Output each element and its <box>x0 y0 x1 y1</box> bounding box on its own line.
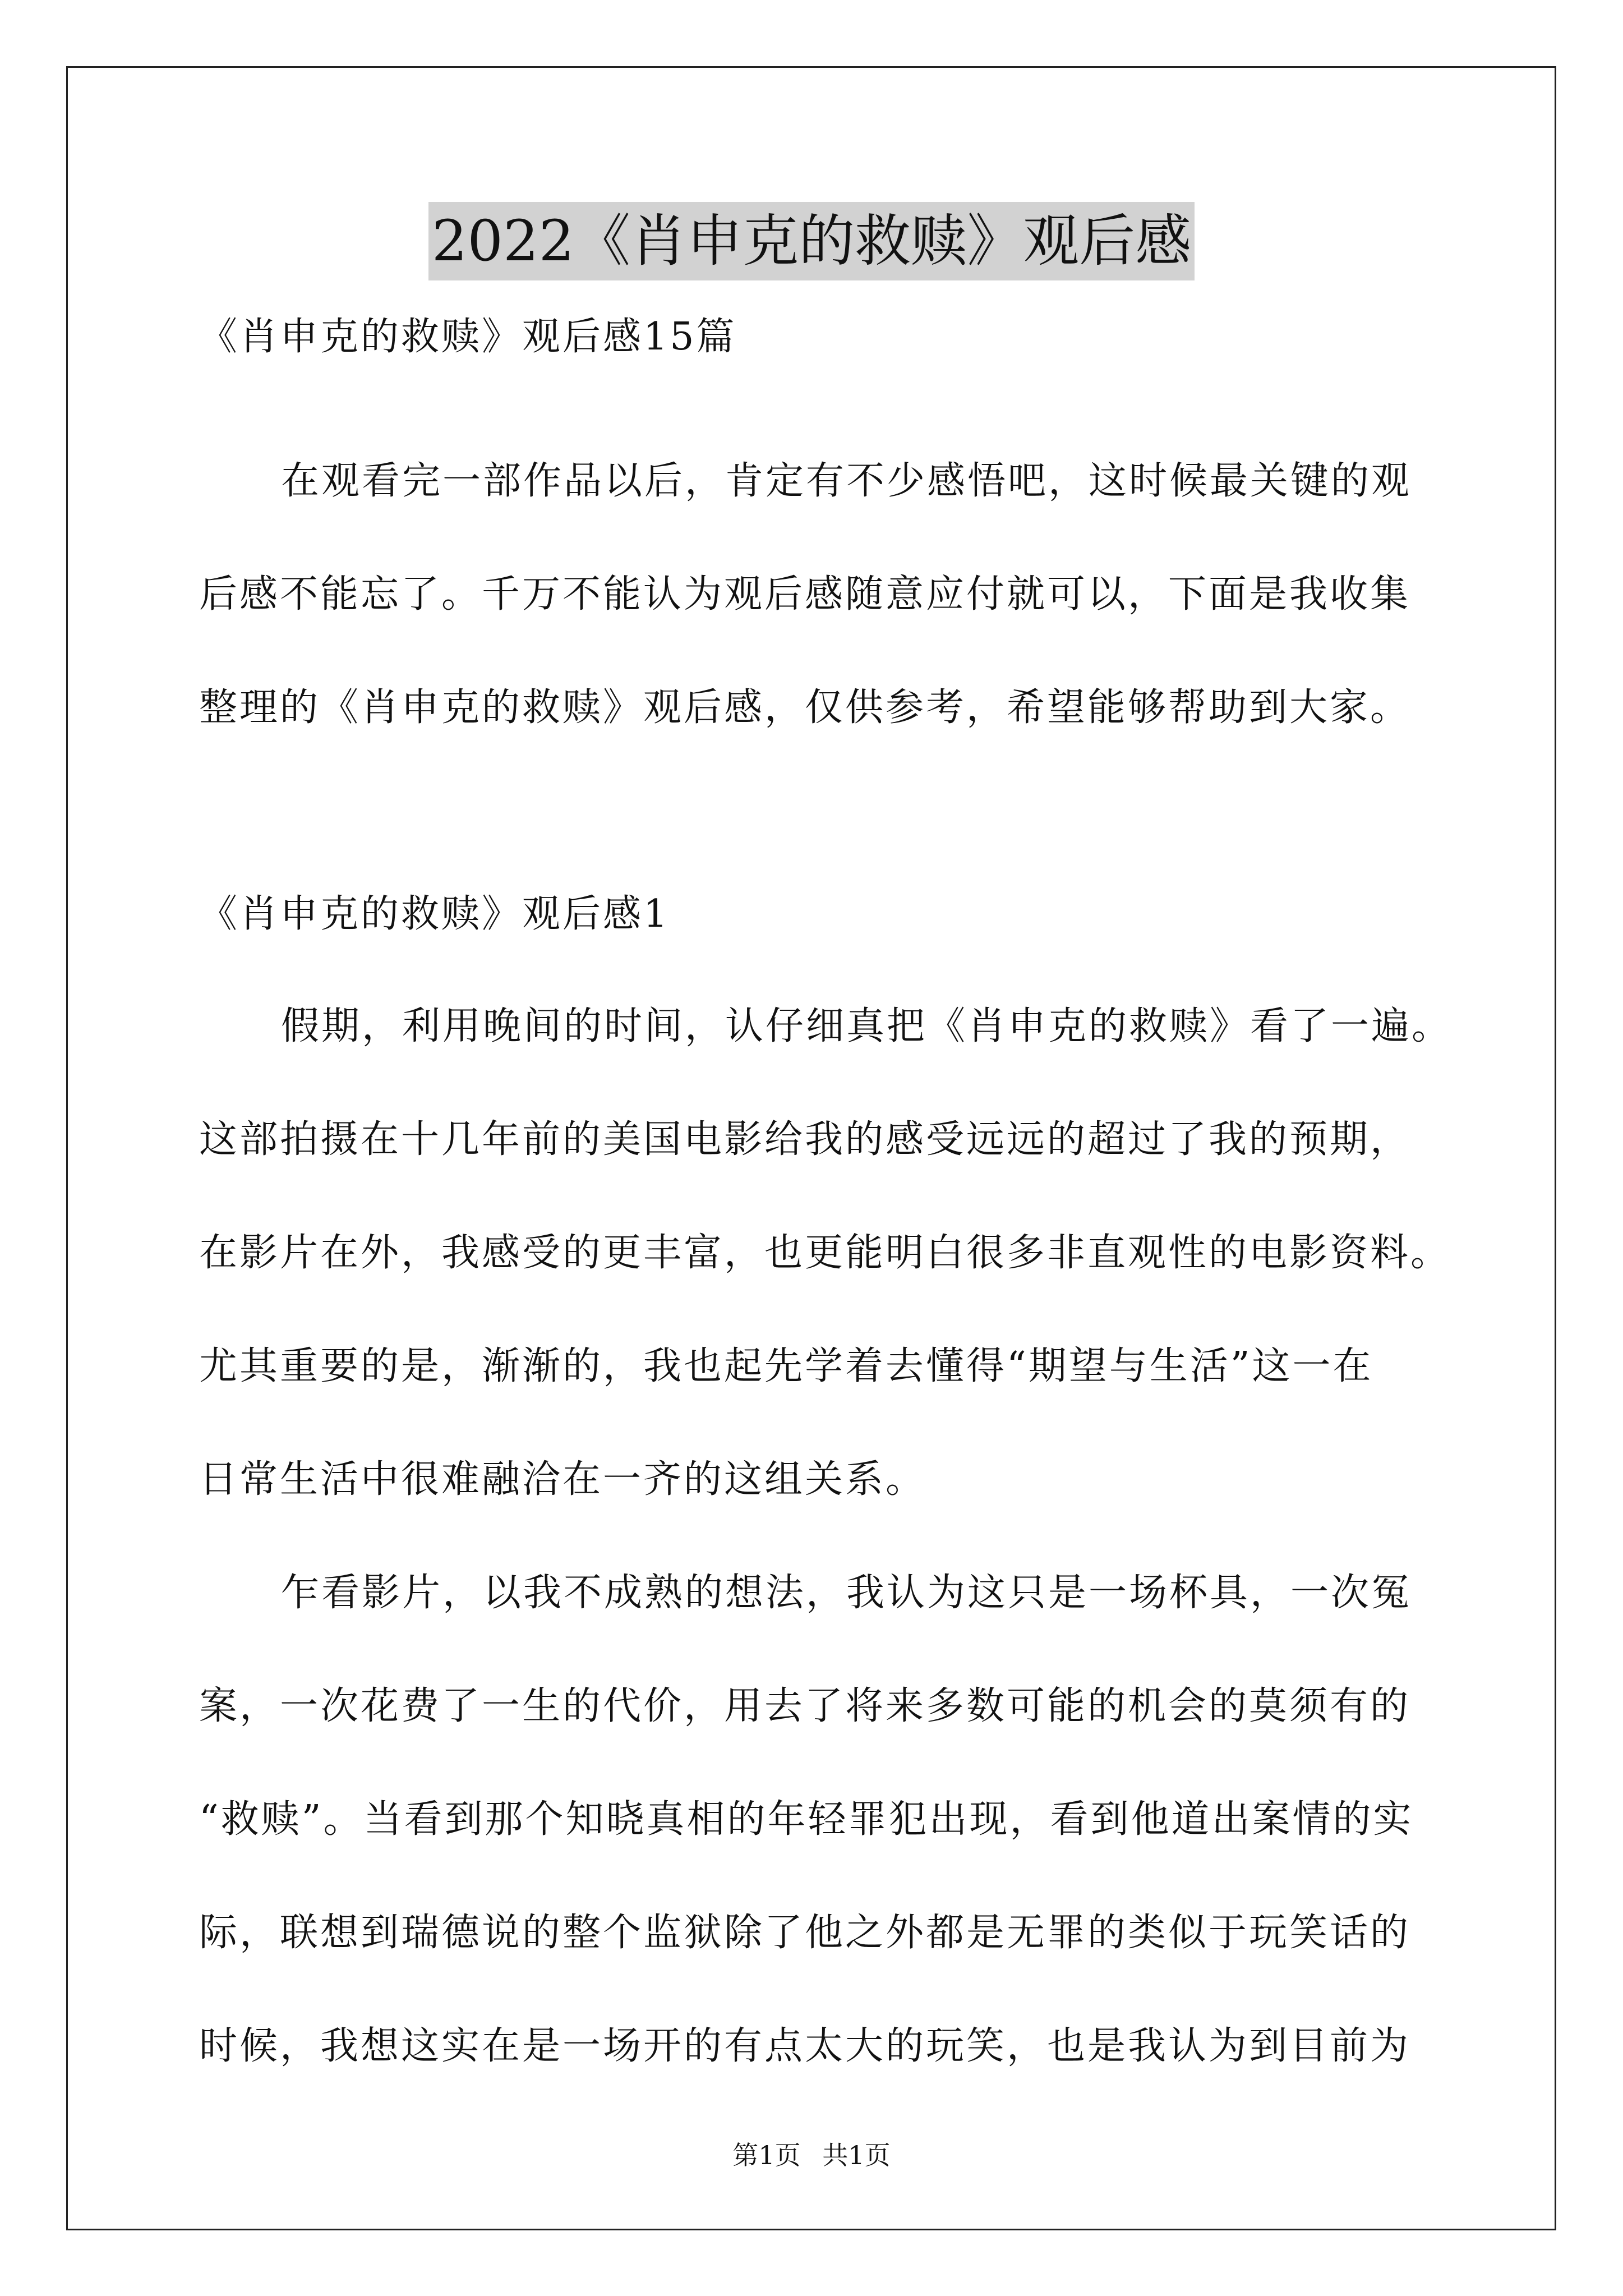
paragraph-line: 这部拍摄在十几年前的美国电影给我的感受远远的超过了我的预期， <box>199 1117 1411 1162</box>
paragraph-line-indented: 假期，利用晚间的时间，认仔细真把《肖申克的救赎》看了一遍。 <box>281 1004 1453 1048</box>
paragraph-line: 《肖申克的救赎》观后感1 <box>199 892 670 936</box>
document-title: 2022《肖申克的救赎》观后感 <box>428 202 1195 280</box>
paragraph-line: 后感不能忘了。千万不能认为观后感随意应付就可以，下面是我收集 <box>199 572 1411 616</box>
page-footer <box>0 2138 1623 2172</box>
paragraph-line: 尤其重要的是，渐渐的，我也起先学着去懂得“期望与生活”这一在 <box>199 1344 1373 1388</box>
paragraph-line-indented: 乍看影片，以我不成熟的想法，我认为这只是一场杯具，一次冤 <box>281 1571 1412 1615</box>
paragraph-line: “救赎”。当看到那个知晓真相的年轻罪犯出现，看到他道出案情的实 <box>199 1797 1414 1842</box>
paragraph-line: 《肖申克的救赎》观后感15篇 <box>199 315 737 359</box>
paragraph-line: 在影片在外，我感受的更丰富，也更能明白很多非直观性的电影资料。 <box>199 1231 1451 1275</box>
page-number-total: 共1页 <box>822 2140 891 2170</box>
paragraph-line: 整理的《肖申克的救赎》观后感，仅供参考，希望能够帮助到大家。 <box>199 685 1411 730</box>
page-number-current: 第1页 <box>732 2140 801 2170</box>
paragraph-line-indented: 在观看完一部作品以后，肯定有不少感悟吧，这时候最关键的观 <box>281 459 1412 503</box>
title-wrap <box>0 202 1623 280</box>
paragraph-line: 际，联想到瑞德说的整个监狱除了他之外都是无罪的类似于玩笑话的 <box>199 1911 1411 1955</box>
paragraph-line: 时候，我想这实在是一场开的有点太大的玩笑，也是我认为到目前为 <box>199 2024 1411 2068</box>
paragraph-line: 案，一次花费了一生的代价，用去了将来多数可能的机会的莫须有的 <box>199 1684 1411 1728</box>
paragraph-line: 日常生活中很难融洽在一齐的这组关系。 <box>199 1457 926 1502</box>
